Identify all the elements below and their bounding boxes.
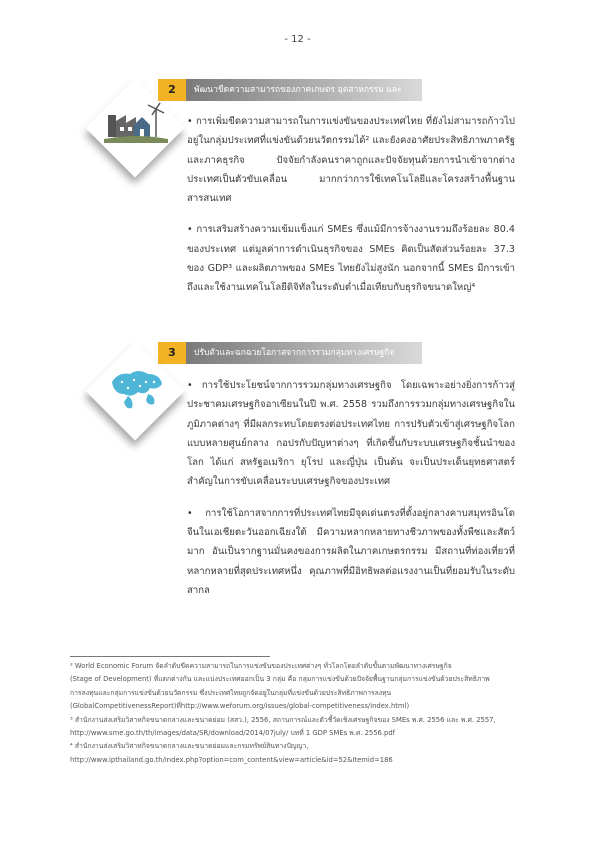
section-number: 2 <box>158 79 186 101</box>
paragraph: • การเสริมสร้างความเข้มแข็งแก่ SMEs ซึ่งแม้มีการจ้างงานรวมถึงร้อยละ 80.4 ของประเทศ แต่มูลค่าการดำเนินธุรกิจของ SMEs คิดเป็นสัดส่วนร้อยละ 37.3 ของ GDP³ และผลิตภาพของ SMEs ไทยยังไม่สูงนัก นอกจากนี้ SMEs มีการเข้าถึงและใช้งานเทคโนโลยีดิจิทัลในระดับต่ำเมื่อเทียบกับธุรกิจขนาดใหญ่⁴ <box>187 224 515 294</box>
page-number: - 12 - <box>284 34 311 45</box>
footnote-line: ² World Economic Forum จัดลำดับขีดความสามารถในการแข่งขันของประเทศต่างๆ ทั่วโลกโดยลำดับขั้นตามพัฒนาทางเศรษฐกิจ <box>70 662 452 670</box>
footnote-line: (GlobalCompetitivenessReport)ที่http://www.weforum.org/issues/global-competitiveness/index.html) <box>70 702 410 711</box>
section-title: พัฒนาขีดความสามารถของภาคเกษตร อุตสาหกรรม และ <box>186 79 422 101</box>
section-body-3 <box>187 376 515 612</box>
footnotes <box>70 660 530 767</box>
footnote-line: การลงทุนและกลุ่มการแข่งขันด้วยนวัตกรรม ซึ่งประเทศไทยถูกจัดอยู่ในกลุ่มที่แข่งขันด้วยประสิทธิภาพการลงทุน <box>70 688 392 697</box>
footnote-line: ⁴ สำนักงานส่งเสริมวิสาหกิจขนาดกลางและขนาดย่อมและกรมทรัพย์สินทางปัญญา, <box>70 742 309 751</box>
footnote-link[interactable]: http://www.sme.go.th/th/images/data/SR/download/2014/07july/ บทที่ 1 GDP SMEs พ.ศ. 2556.pdf <box>70 729 396 738</box>
section-title: ปรับตัวและฉกฉวยโอกาสจากการรวมกลุ่มทางเศรษฐกิจ <box>186 342 422 364</box>
footnote-line: (Stage of Development) ที่แตกต่างกัน และแบ่งประเทศออกเป็น 3 กลุ่ม คือ กลุ่มการแข่งขันด้วยปัจจัยพื้นฐานกลุ่มการแข่งขันด้วยประสิทธิภาพ <box>70 675 490 684</box>
footnote-line: ³ สำนักงานส่งเสริมวิสาหกิจขนาดกลางและขนาดย่อม (สสว.), 2556, สถานการณ์และตัวชี้วัดเชิงเศรษฐกิจของ SMEs พ.ศ. 2556 และ พ.ศ. 2557, <box>70 715 496 724</box>
footnote-divider <box>70 656 270 657</box>
section-number: 3 <box>158 342 186 364</box>
paragraph: • การเพิ่มขีดความสามารถในการแข่งขันของประเทศไทย ที่ยังไม่สามารถก้าวไปอยู่ในกลุ่มประเทศที่แข่งขันด้วยนวัตกรรมได้² และยังคงอาศัยประสิทธิภาพภาครัฐและภาคธุรกิจ ปัจจัยกำลังคนราคาถูกและปัจจัยทุนด้วยการนำเข้าจากต่างประเทศเป็นตัวขับเคลื่อน มากกว่าการใช้เทคโนโลยีและโครงสร้างพื้นฐานสารสนเทศ <box>187 116 515 205</box>
section-body-2 <box>187 112 515 310</box>
paragraph: • การใช้ประโยชน์จากการรวมกลุ่มทางเศรษฐกิจ โดยเฉพาะอย่างยิ่งการก้าวสู่ประชาคมเศรษฐกิจอาเซียนในปี พ.ศ. 2558 รวมถึงการรวมกลุ่มทางเศรษฐกิจในภูมิภาคต่างๆ ที่มีผลกระทบโดยตรงต่อประเทศไทย การปรับตัวเข้าสู่เศรษฐกิจโลกแบบหลายศูนย์กลาง กอปรกับปัญหาต่างๆ ที่เกิดขึ้นกับระบบเศรษฐกิจชั้นนำของโลก ได้แก่ สหรัฐอเมริกา ยุโรป และญี่ปุ่น เป็นต้น จะเป็นประเด็นยุทธศาสตร์สำคัญในการขับเคลื่อนระบบเศรษฐกิจของประเทศ <box>187 380 515 488</box>
paragraph: • การใช้โอกาสจากการที่ประเทศไทยมีจุดเด่นตรงที่ตั้งอยู่กลางคาบสมุทรอินโดจีนในเอเชียตะวันออกเฉียงใต้ มีความหลากหลายทางชีวภาพของทั้งพืชและสัตว์มาก อันเป็นรากฐานมั่นคงของการผลิตในภาคเกษตรกรรม มีสถานที่ท่องเที่ยวที่หลากหลายที่สุดประเทศหนึ่ง คุณภาพที่มีอิทธิพลต่อแรงงานเป็นที่ยอมรับในระดับสากล <box>187 507 515 596</box>
footnote-link[interactable]: http://www.ipthailand.go.th/index.php?option=com_content&view=article&id=52&Itemid=186 <box>70 755 393 764</box>
